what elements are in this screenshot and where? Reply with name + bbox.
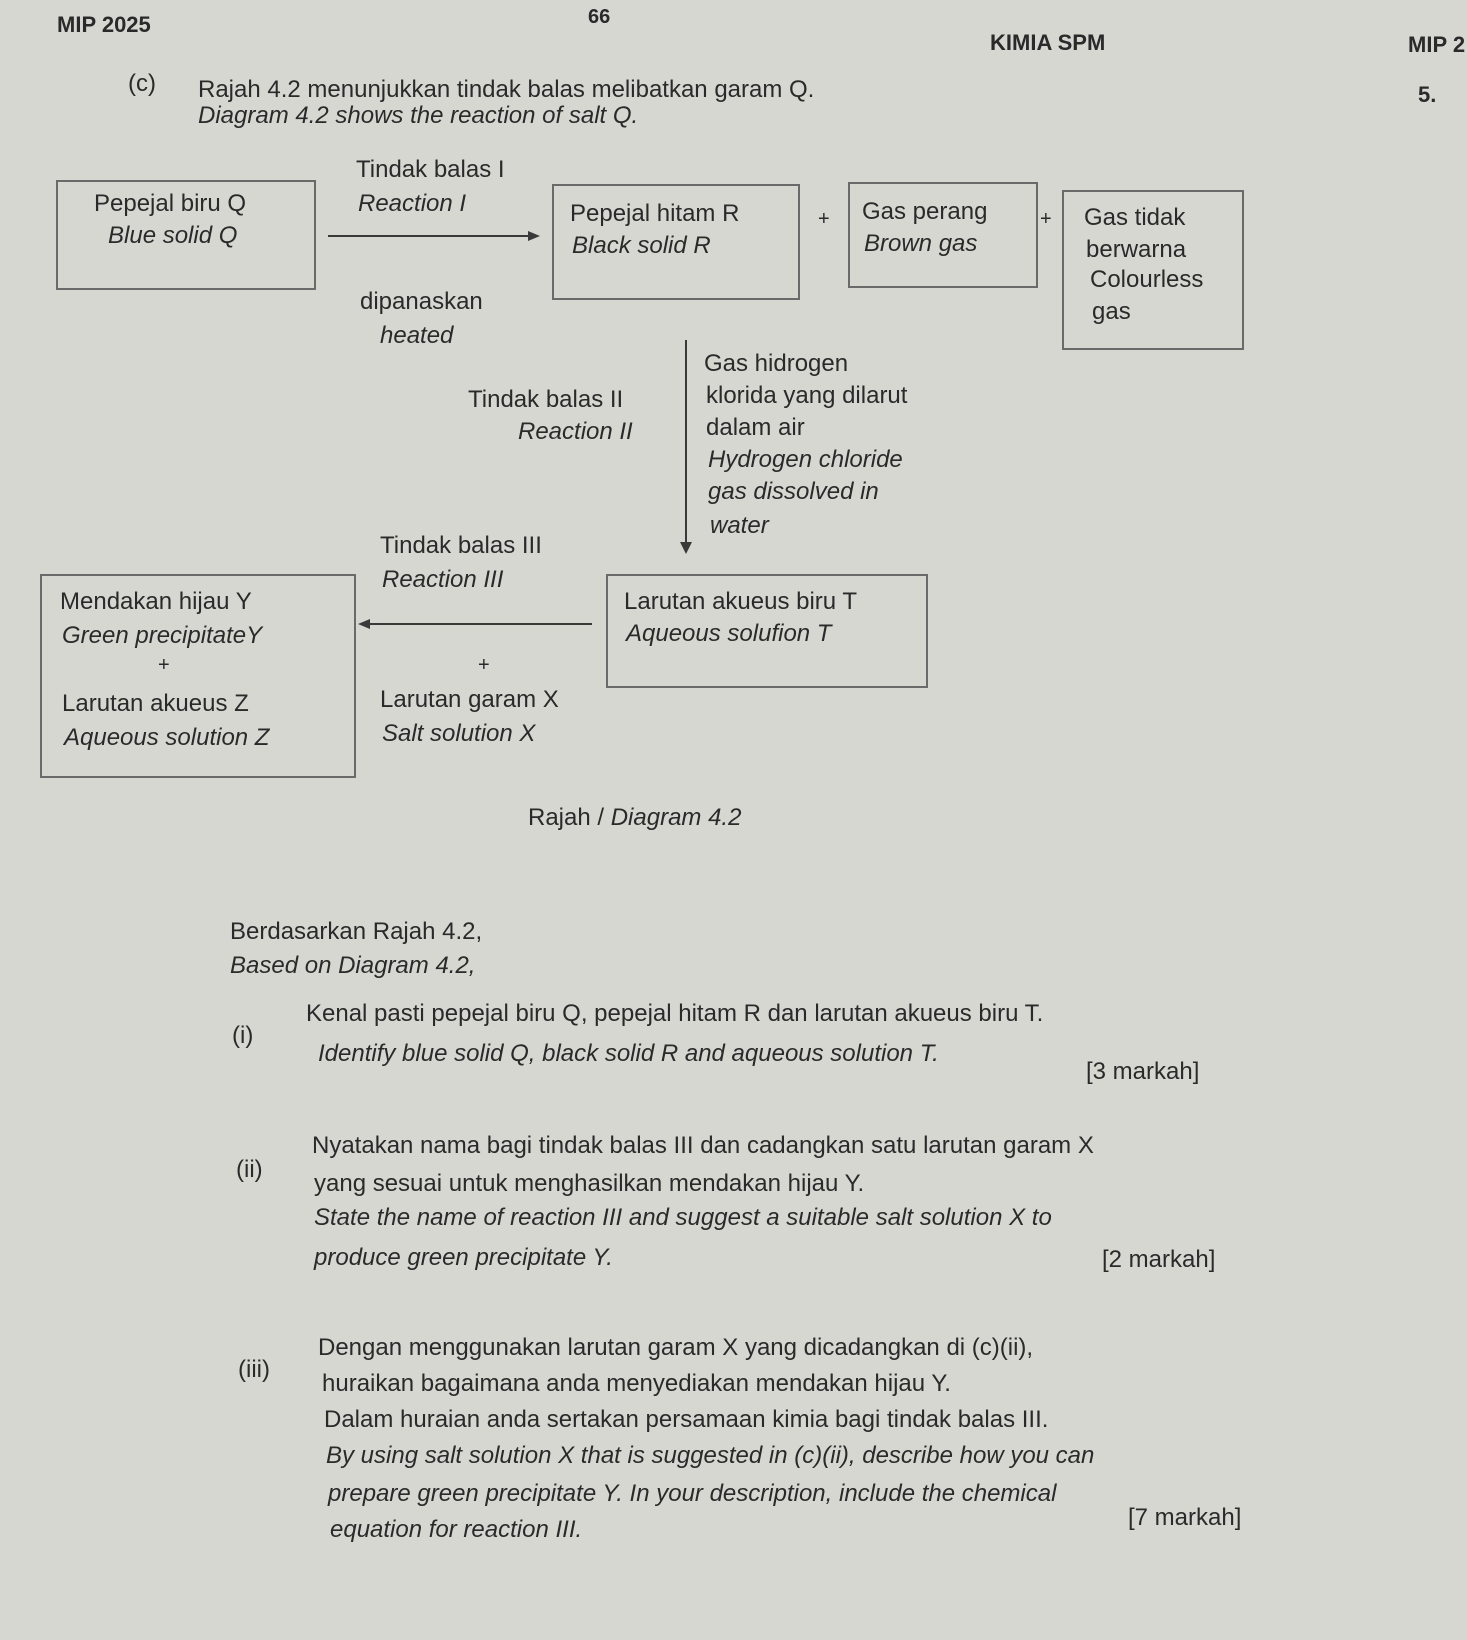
question-iii-en2: prepare green precipitate Y. In your description, include the chemical: [328, 1480, 1057, 1507]
box-colourless-en2: gas: [1092, 298, 1131, 325]
box-colourless-ms2: berwarna: [1086, 236, 1187, 263]
header-right: MIP 2: [1408, 32, 1466, 57]
reaction1-condition-ms: dipanaskan: [360, 288, 483, 315]
box-r-en: Black solid R: [572, 232, 711, 259]
reaction3-en: Reaction III: [382, 566, 504, 593]
question-iii-ms1: Dengan menggunakan larutan garam X yang dicadangkan di (c)(ii),: [318, 1334, 1034, 1361]
question-iii-marks: [7 markah]: [1128, 1504, 1242, 1531]
box-brown-ms: Gas perang: [862, 198, 988, 225]
reaction1-en: Reaction I: [358, 190, 467, 217]
diagram-caption-ms: Rajah /: [528, 804, 605, 831]
diagram-caption-en: Diagram 4.2: [610, 804, 742, 831]
box-r-ms: Pepejal hitam R: [570, 200, 740, 227]
plus-sign-1: +: [818, 208, 830, 230]
question-ii-ms1: Nyatakan nama bagi tindak balas III dan cadangkan satu larutan garam X: [312, 1132, 1094, 1159]
reaction2-reagent-en2: gas dissolved in: [708, 478, 879, 505]
reaction2-arrow: [676, 338, 696, 558]
header-left: MIP 2025: [57, 12, 151, 37]
reaction3-ms: Tindak balas III: [380, 532, 542, 559]
box-q-en: Blue solid Q: [108, 222, 238, 249]
reaction2-reagent-ms2: klorida yang dilarut: [706, 382, 908, 409]
question-ii-label: (ii): [236, 1156, 263, 1183]
box-y-en1: Green precipitateY: [62, 622, 263, 649]
based-on-en: Based on Diagram 4.2,: [230, 952, 476, 979]
box-q-ms: Pepejal biru Q: [94, 190, 247, 217]
plus-sign-4: +: [158, 654, 170, 676]
box-y-ms2: Larutan akueus Z: [62, 690, 249, 717]
reaction2-ms: Tindak balas II: [468, 386, 624, 413]
question-ii-marks: [2 markah]: [1102, 1246, 1216, 1273]
reaction3-reagent-en: Salt solution X: [382, 720, 536, 747]
box-y-en2: Aqueous solution Z: [64, 724, 270, 751]
side-number: 5.: [1418, 82, 1437, 107]
question-i-en: Identify blue solid Q, black solid R and aqueous solution T.: [318, 1040, 939, 1067]
box-t-en: Aqueous solufion T: [626, 620, 832, 647]
reaction2-reagent-ms1: Gas hidrogen: [704, 350, 849, 377]
question-iii-ms2: huraikan bagaimana anda menyediakan mendakan hijau Y.: [322, 1370, 951, 1397]
based-on-ms: Berdasarkan Rajah 4.2,: [230, 918, 483, 945]
question-iii-en1: By using salt solution X that is suggested in (c)(ii), describe how you can: [326, 1442, 1095, 1469]
reaction3-arrow: [356, 616, 596, 632]
box-colourless-ms1: Gas tidak: [1084, 204, 1186, 231]
box-colourless-en1: Colourless: [1090, 266, 1204, 293]
plus-sign-3: +: [478, 654, 490, 676]
reaction2-reagent-en1: Hydrogen chloride: [708, 446, 903, 473]
reaction1-arrow: [326, 228, 542, 244]
question-label-c: (c): [128, 70, 156, 97]
diagram-caption: [528, 804, 741, 832]
plus-sign-2: +: [1040, 208, 1052, 230]
box-t-ms: Larutan akueus biru T: [624, 588, 858, 615]
question-i-ms: Kenal pasti pepejal biru Q, pepejal hitam R dan larutan akueus biru T.: [306, 1000, 1044, 1027]
question-ii-en2: produce green precipitate Y.: [314, 1244, 613, 1271]
reaction1-condition-en: heated: [380, 322, 454, 349]
box-brown-en: Brown gas: [864, 230, 978, 257]
question-i-marks: [3 markah]: [1086, 1058, 1200, 1085]
intro-ms: Rajah 4.2 menunjukkan tindak balas melibatkan garam Q.: [198, 76, 815, 103]
page-number: 66: [588, 6, 611, 28]
question-i-label: (i): [232, 1022, 254, 1049]
question-iii-ms3: Dalam huraian anda sertakan persamaan kimia bagi tindak balas III.: [324, 1406, 1049, 1433]
header-subject: KIMIA SPM: [990, 30, 1106, 55]
question-ii-ms2: yang sesuai untuk menghasilkan mendakan hijau Y.: [314, 1170, 865, 1197]
reaction2-reagent-ms3: dalam air: [706, 414, 805, 441]
reaction1-ms: Tindak balas I: [356, 156, 505, 183]
question-ii-en1: State the name of reaction III and suggest a suitable salt solution X to: [314, 1204, 1052, 1231]
question-iii-label: (iii): [238, 1356, 270, 1383]
box-y-ms1: Mendakan hijau Y: [60, 588, 252, 615]
question-iii-en3: equation for reaction III.: [330, 1516, 583, 1543]
intro-en: Diagram 4.2 shows the reaction of salt Q.: [198, 102, 639, 129]
reaction2-reagent-en3: water: [710, 512, 769, 539]
reaction3-reagent-ms: Larutan garam X: [380, 686, 559, 713]
reaction2-en: Reaction II: [518, 418, 633, 445]
